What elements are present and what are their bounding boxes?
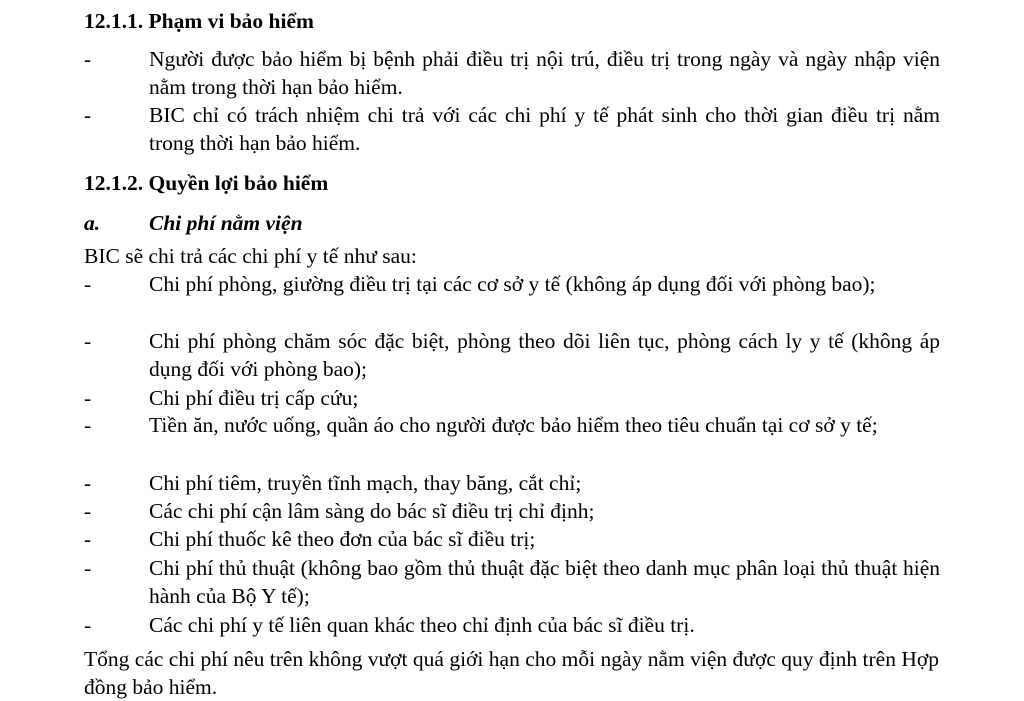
bullet-dash: - — [84, 272, 92, 296]
benefit-item-text: Chi phí phòng chăm sóc đặc biệt, phòng theo dõi liên tục, phòng cách ly y tế (không áp dụng đối với phòng bao); — [149, 329, 940, 381]
sub-heading-hospital-costs — [84, 210, 303, 236]
benefit-item-text: Chi phí tiêm, truyền tĩnh mạch, thay băng, cắt chỉ; — [149, 471, 582, 495]
bullet-dash: - — [84, 556, 92, 580]
heading-scope: 12.1.1. Phạm vi bảo hiểm — [84, 9, 314, 33]
benefit-item-6 — [84, 498, 940, 526]
bullet-dash: - — [84, 386, 92, 410]
scope-item-text: Người được bảo hiểm bị bệnh phải điều trị nội trú, điều trị trong ngày và ngày nhập viện nằm trong thời hạn bảo hiểm. — [149, 47, 940, 99]
benefit-item-text: Chi phí điều trị cấp cứu; — [149, 386, 359, 410]
benefits-closing: Tổng các chi phí nêu trên không vượt quá giới hạn cho mỗi ngày nằm viện được quy định trên Hợp đồng bảo hiểm. — [84, 647, 939, 699]
heading-benefits: 12.1.2. Quyền lợi bảo hiểm — [84, 171, 329, 195]
benefit-item-2 — [84, 328, 940, 383]
benefit-item-text: Các chi phí y tế liên quan khác theo chỉ định của bác sĩ điều trị. — [149, 613, 695, 637]
benefit-item-9 — [84, 612, 940, 640]
bullet-dash: - — [84, 103, 92, 127]
benefit-item-text: Tiền ăn, nước uống, quần áo cho người được bảo hiểm theo tiêu chuẩn tại cơ sở y tế; — [149, 413, 878, 437]
benefit-item-text: Chi phí phòng, giường điều trị tại các cơ sở y tế (không áp dụng đối với phòng bao); — [149, 272, 876, 296]
bullet-dash: - — [84, 413, 92, 437]
benefit-item-5 — [84, 470, 940, 498]
scope-item-text: BIC chỉ có trách nhiệm chi trả với các chi phí y tế phát sinh cho thời gian điều trị nằm trong thời hạn bảo hiểm. — [149, 103, 940, 155]
bullet-dash: - — [84, 499, 92, 523]
bullet-dash: - — [84, 527, 92, 551]
bullet-dash: - — [84, 613, 92, 637]
benefit-item-7 — [84, 526, 940, 554]
sub-heading-title: Chi phí nằm viện — [149, 211, 303, 235]
benefit-item-text: Chi phí thuốc kê theo đơn của bác sĩ điều trị; — [149, 527, 536, 551]
benefit-item-text: Các chi phí cận lâm sàng do bác sĩ điều trị chỉ định; — [149, 499, 595, 523]
scope-item-2 — [84, 102, 940, 157]
benefit-item-1 — [84, 271, 940, 299]
bullet-dash: - — [84, 471, 92, 495]
scope-item-1 — [84, 46, 940, 101]
benefits-intro: BIC sẽ chi trả các chi phí y tế như sau: — [84, 244, 417, 268]
benefit-item-3 — [84, 385, 940, 413]
benefit-item-4 — [84, 412, 940, 440]
benefit-item-text: Chi phí thủ thuật (không bao gồm thủ thuật đặc biệt theo danh mục phân loại thủ thuật hiện hành của Bộ Y tế); — [149, 556, 940, 608]
bullet-dash: - — [84, 47, 92, 71]
bullet-dash: - — [84, 329, 92, 353]
benefit-item-8 — [84, 555, 940, 610]
sub-heading-letter: a. — [84, 211, 101, 235]
